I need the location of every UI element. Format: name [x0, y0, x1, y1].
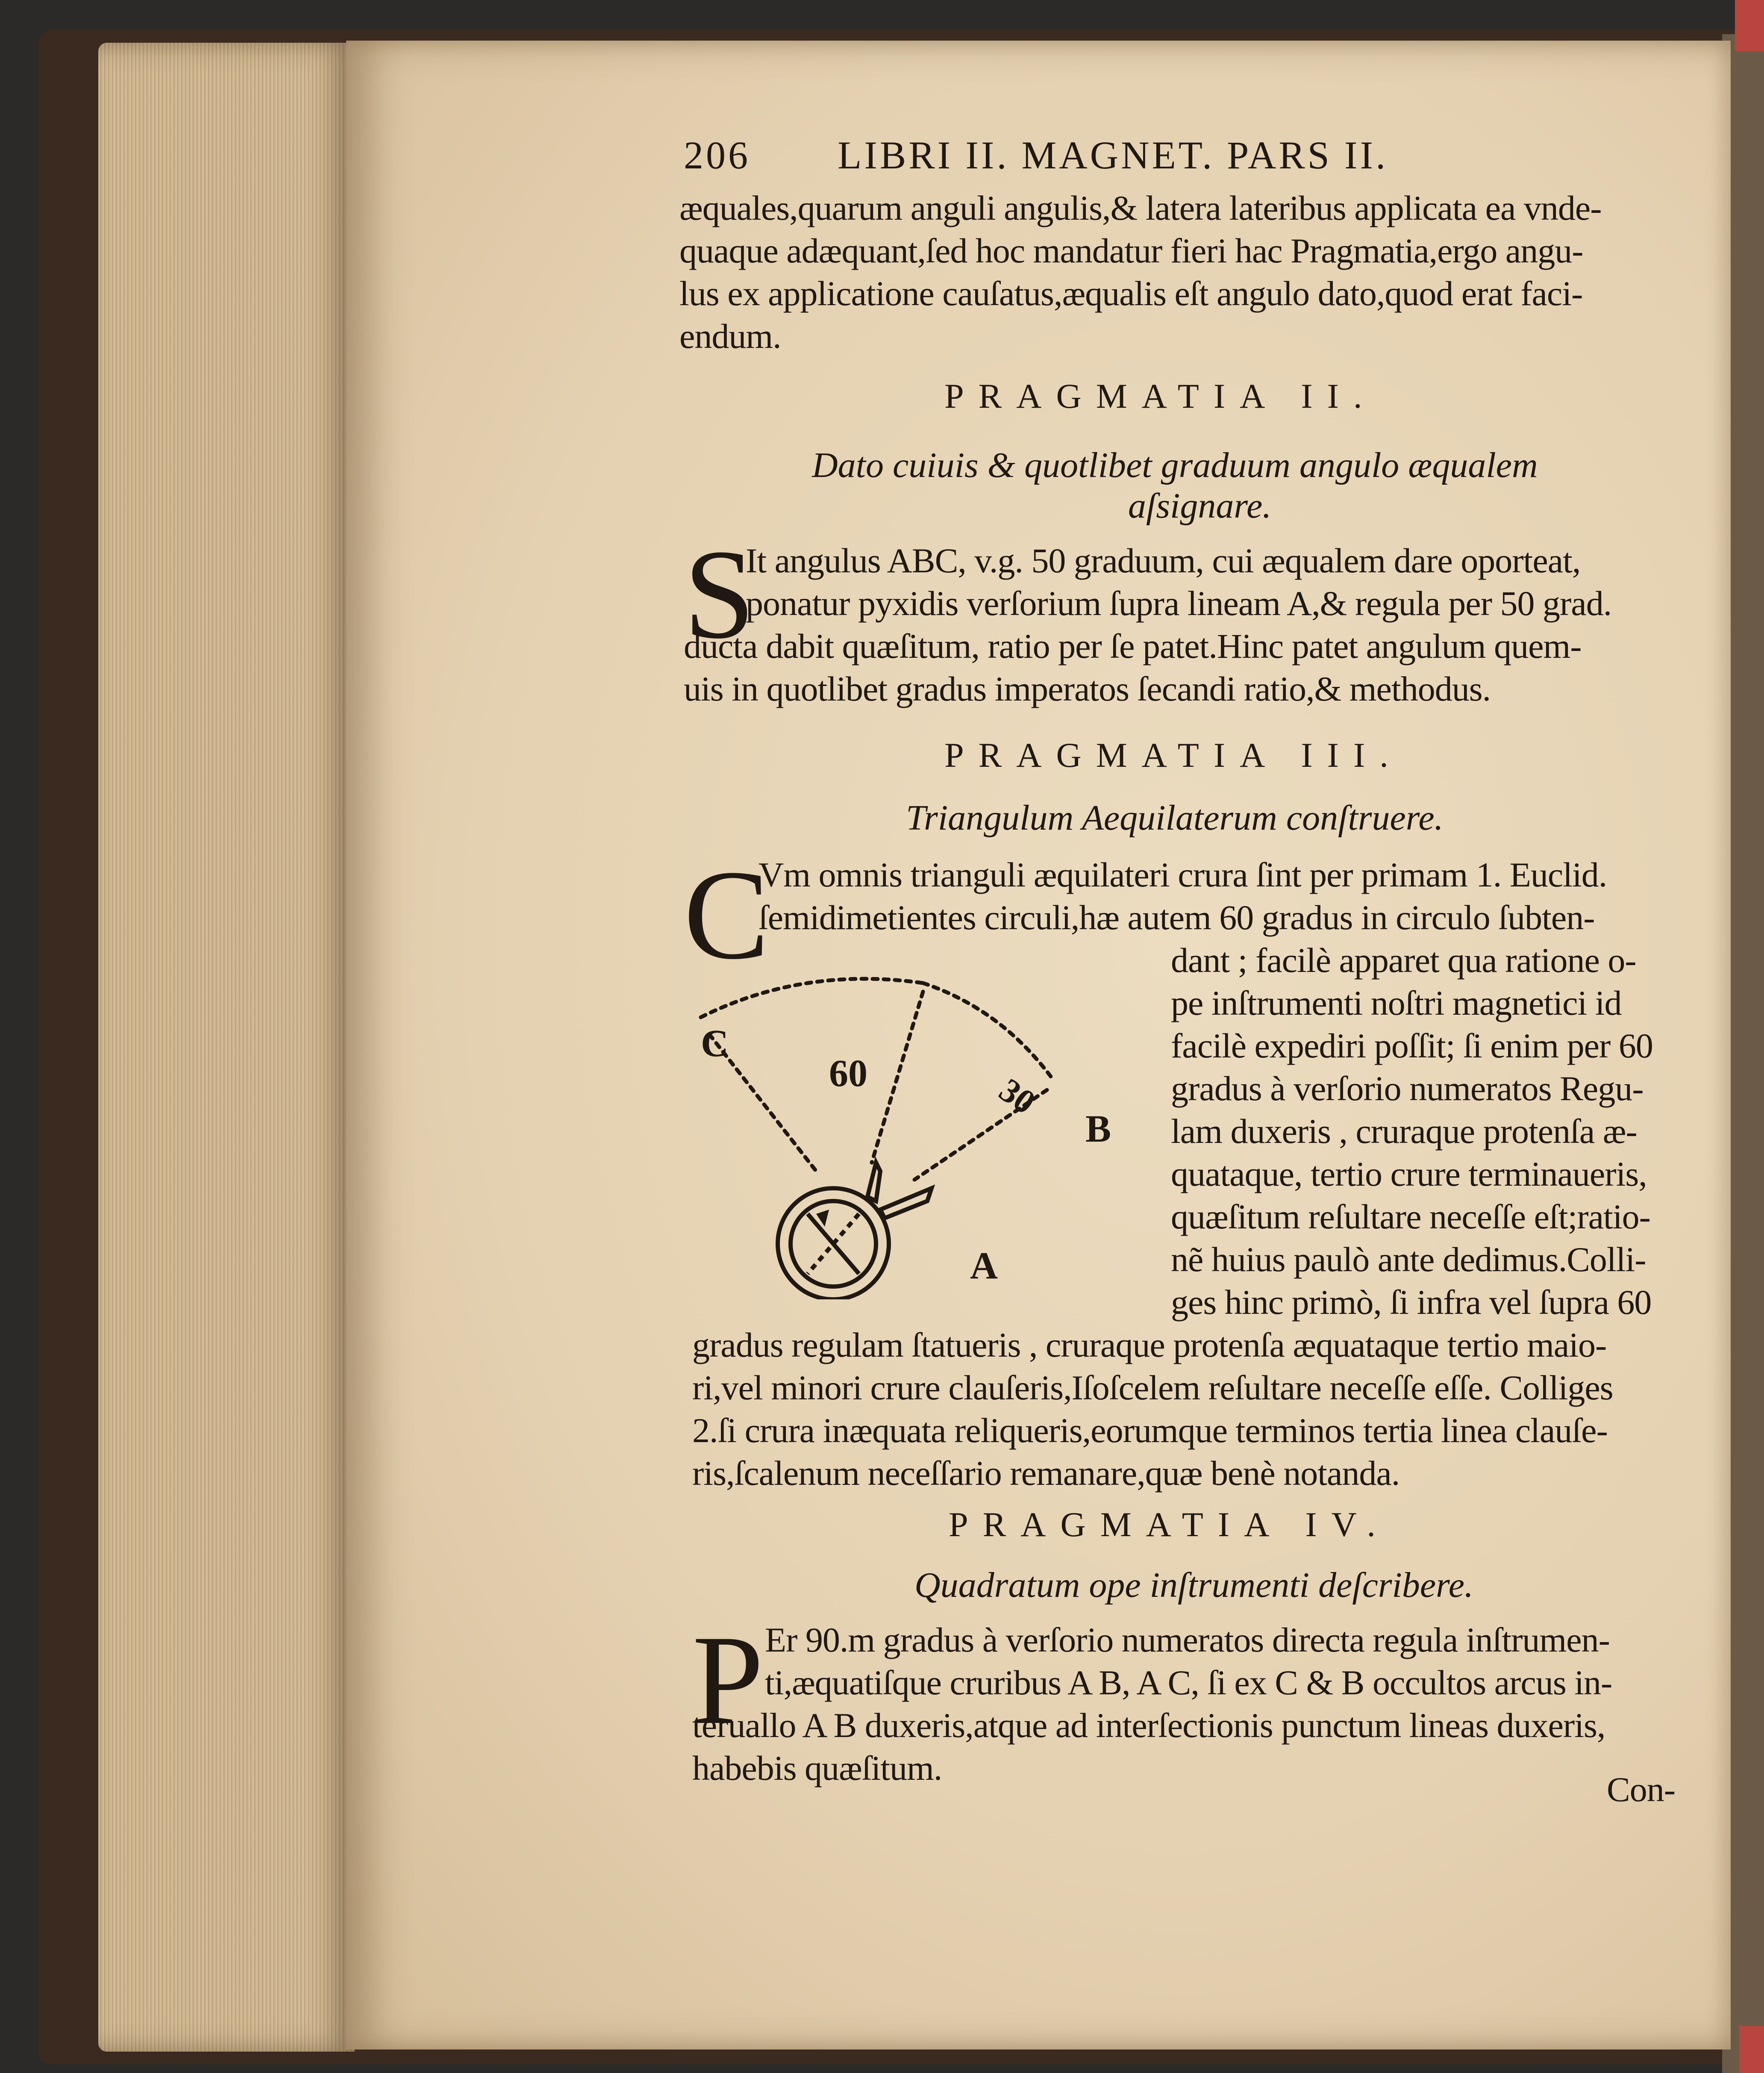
- compass-diagram: [675, 949, 1145, 1299]
- catchword: Con-: [1607, 1770, 1675, 1809]
- label-60: 60: [829, 1052, 867, 1095]
- section-subtitle: aſsignare.: [1128, 486, 1272, 526]
- running-title: LIBRI II. MAGNET. PARS II.: [838, 133, 1388, 177]
- section-subtitle: Triangulum Aequilaterum conſtruere.: [906, 798, 1444, 838]
- section-heading: PRAGMATIA IV.: [949, 1505, 1390, 1544]
- arc-line: [701, 979, 923, 1017]
- text-line: gradus regulam ſtatueris , cruraque protenſa æquataque tertio maio-: [692, 1325, 1607, 1364]
- section-heading: PRAGMATIA III.: [944, 736, 1403, 774]
- text-line: lam duxeris , cruraque protenſa æ-: [1171, 1112, 1637, 1151]
- ruler-arm: [880, 1188, 932, 1218]
- text-line: Vm omnis trianguli æquilateri crura ſint per primam 1. Euclid.: [759, 855, 1607, 894]
- text-line: facilè expediri poſſit; ſi enim per 60: [1171, 1026, 1653, 1065]
- text-line: It angulus ABC, v.g. 50 graduum, cui æqualem dare oporteat,: [746, 541, 1581, 580]
- text-line: ri,vel minori crure clauſeris,Iſoſcelem reſultare neceſſe eſſe. Colliges: [692, 1368, 1613, 1407]
- text-line: endum.: [679, 317, 781, 356]
- text-line: 2.ſi crura inæquata reliqueris,eorumque terminos tertia linea clauſe-: [692, 1411, 1608, 1450]
- text-line: nẽ huius paulò ante dedimus.Colli-: [1171, 1240, 1646, 1279]
- text-line: Er 90.m gradus à verſorio numeratos directa regula inſtrumen-: [765, 1620, 1610, 1659]
- text-line: gradus à verſorio numeratos Regu-: [1171, 1069, 1643, 1108]
- text-line: ges hinc primò, ſi infra vel ſupra 60: [1171, 1283, 1652, 1322]
- drop-capital: C: [684, 844, 770, 986]
- text-line: quataque, tertio crure terminaueris,: [1171, 1154, 1647, 1193]
- section-subtitle: Quadratum ope inſtrumenti deſcribere.: [914, 1565, 1474, 1605]
- section-heading: PRAGMATIA II.: [944, 377, 1377, 415]
- text-line: ponatur pyxidis verſorium ſupra lineam A,& regula per 50 grad.: [746, 584, 1612, 623]
- text-line: æquales,quarum anguli angulis,& latera lateribus applicata ea vnde-: [679, 188, 1602, 227]
- label-b: B: [1085, 1108, 1111, 1150]
- text-line: quæſitum reſultare neceſſe eſt;ratio-: [1171, 1197, 1650, 1236]
- text-line: quaque adæquant,ſed hoc mandatur fieri hac Pragmatia,ergo angu-: [679, 231, 1583, 270]
- drop-capital: P: [692, 1609, 764, 1751]
- section-subtitle: Dato cuiuis & quotlibet graduum angulo æqualem: [812, 445, 1538, 485]
- page-edges: [98, 43, 355, 2052]
- text-line: uis in quotlibet gradus imperatos ſecandi ratio,& methodus.: [684, 669, 1491, 708]
- text-line: habebis quæſitum.: [692, 1749, 942, 1787]
- label-c: C: [701, 1022, 729, 1065]
- text-line: pe inſtrumenti noſtri magnetici id: [1171, 983, 1622, 1022]
- text-line: ti,æquatiſque cruribus A B, A C, ſi ex C & B occultos arcus in-: [765, 1663, 1612, 1702]
- bookmark-ribbon: [1735, 0, 1764, 51]
- label-30: 30: [992, 1071, 1042, 1122]
- text-line: ſemidimetientes circuli,hæ autem 60 gradus in circulo ſubten-: [759, 898, 1595, 937]
- page-number: 206: [684, 133, 750, 177]
- drop-capital: S: [684, 523, 755, 665]
- text-line: ducta dabit quæſitum, ratio per ſe patet.Hinc patet angulum quem-: [684, 627, 1582, 665]
- leg-60: [872, 992, 923, 1163]
- arc-line: [923, 983, 1051, 1077]
- ruler-arm: [867, 1163, 880, 1201]
- text-line: teruallo A B duxeris,atque ad interſectionis punctum lineas duxeris,: [692, 1706, 1605, 1745]
- label-a: A: [970, 1245, 998, 1287]
- triangle-figure: [675, 949, 1145, 1299]
- bookmark-ribbon-bottom: [1739, 2026, 1764, 2073]
- text-line: dant ; facilè apparet qua ratione o-: [1171, 941, 1636, 980]
- text-line: ris,ſcalenum neceſſario remanare,quæ benè notanda.: [692, 1454, 1400, 1493]
- text-line: lus ex applicatione cauſatus,æqualis eſt angulo dato,quod erat faci-: [679, 274, 1583, 313]
